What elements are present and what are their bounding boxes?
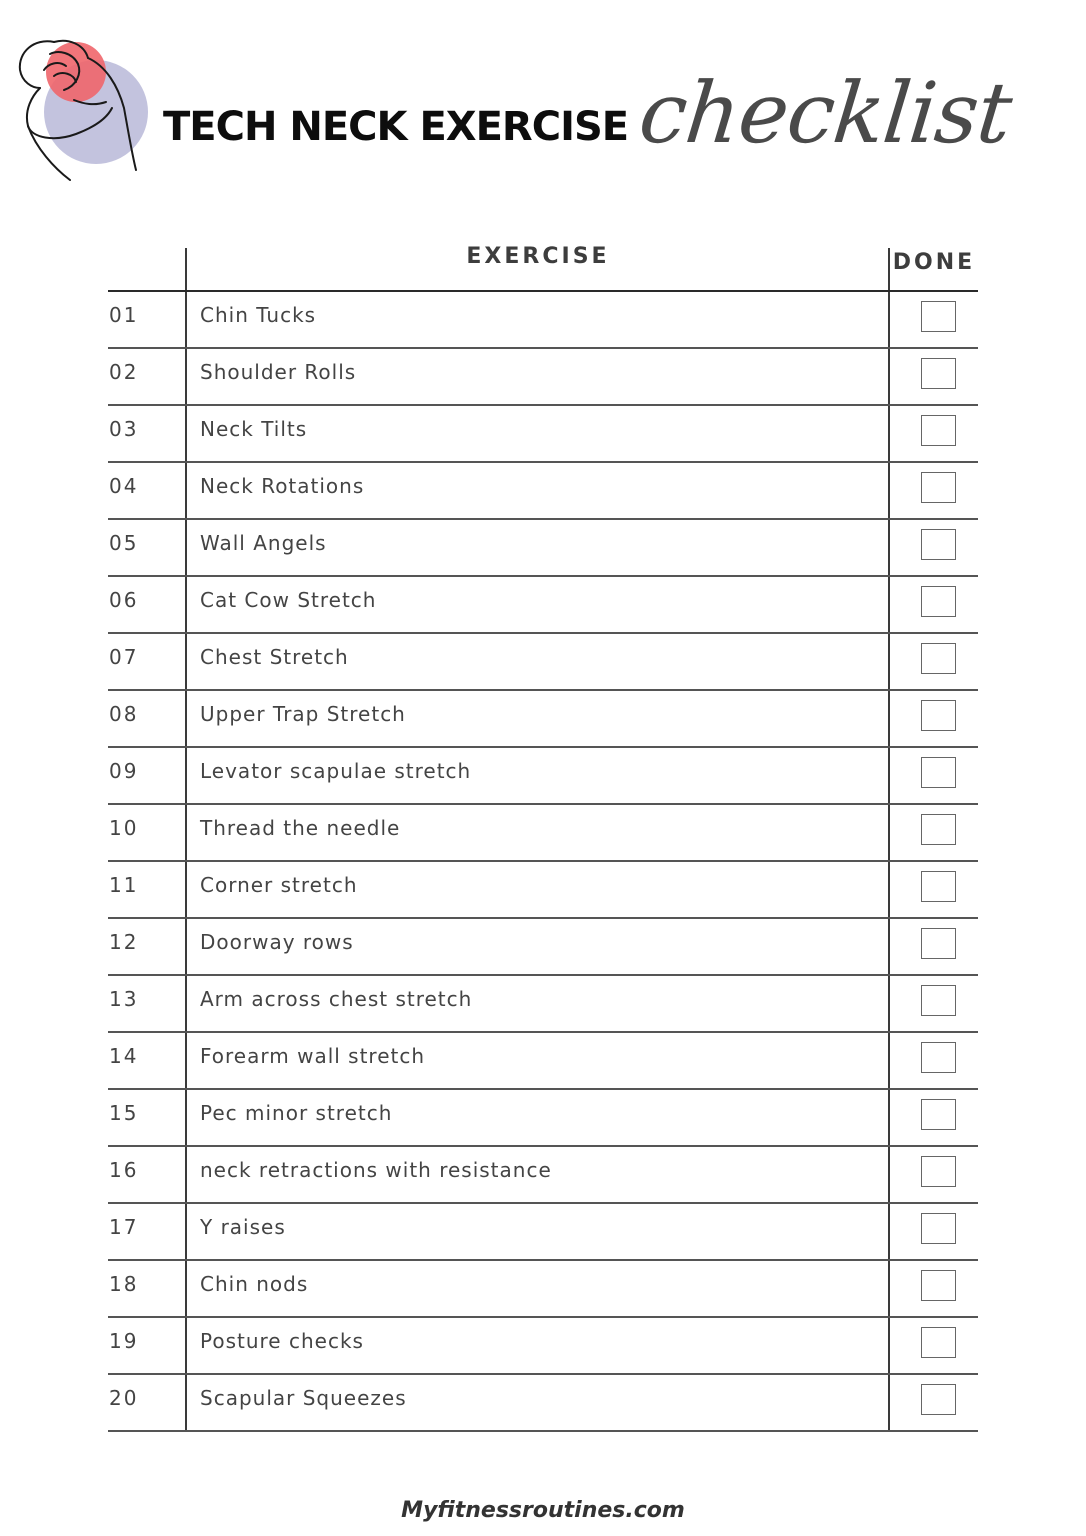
exercise-name: Scapular Squeezes [200, 1386, 407, 1410]
row-rule [108, 1430, 978, 1432]
row-number: 18 [109, 1272, 139, 1296]
done-checkbox[interactable] [921, 472, 956, 503]
done-checkbox[interactable] [921, 700, 956, 731]
done-checkbox[interactable] [921, 1384, 956, 1415]
done-checkbox[interactable] [921, 1270, 956, 1301]
row-rule [108, 860, 978, 862]
done-checkbox[interactable] [921, 985, 956, 1016]
row-rule [108, 974, 978, 976]
row-rule [108, 518, 978, 520]
done-checkbox[interactable] [921, 928, 956, 959]
done-checkbox[interactable] [921, 301, 956, 332]
row-rule [108, 1145, 978, 1147]
row-number: 06 [109, 588, 139, 612]
header-rule [108, 290, 978, 292]
column-divider [888, 248, 890, 1430]
row-number: 09 [109, 759, 139, 783]
row-number: 16 [109, 1158, 139, 1182]
row-rule [108, 1259, 978, 1261]
done-checkbox[interactable] [921, 757, 956, 788]
exercise-name: Upper Trap Stretch [200, 702, 406, 726]
exercise-name: Neck Rotations [200, 474, 365, 498]
exercise-name: Chest Stretch [200, 645, 349, 669]
row-rule [108, 404, 978, 406]
done-checkbox[interactable] [921, 529, 956, 560]
exercise-name: Pec minor stretch [200, 1101, 393, 1125]
exercise-name: Levator scapulae stretch [200, 759, 472, 783]
row-number: 04 [109, 474, 139, 498]
row-number: 01 [109, 303, 139, 327]
row-number: 08 [109, 702, 139, 726]
row-number: 14 [109, 1044, 139, 1068]
row-rule [108, 917, 978, 919]
exercise-name: Thread the needle [200, 816, 401, 840]
row-number: 07 [109, 645, 139, 669]
done-checkbox[interactable] [921, 358, 956, 389]
row-number: 11 [109, 873, 139, 897]
exercise-name: Arm across chest stretch [200, 987, 473, 1011]
exercise-name: Shoulder Rolls [200, 360, 357, 384]
row-rule [108, 632, 978, 634]
row-rule [108, 689, 978, 691]
done-checkbox[interactable] [921, 586, 956, 617]
row-rule [108, 347, 978, 349]
exercise-name: Neck Tilts [200, 417, 308, 441]
exercise-name: Forearm wall stretch [200, 1044, 426, 1068]
row-number: 13 [109, 987, 139, 1011]
done-checkbox[interactable] [921, 871, 956, 902]
row-number: 17 [109, 1215, 139, 1239]
page-title-script: checklist [634, 64, 1016, 162]
row-rule [108, 1316, 978, 1318]
row-number: 02 [109, 360, 139, 384]
row-number: 20 [109, 1386, 139, 1410]
done-checkbox[interactable] [921, 1099, 956, 1130]
exercise-name: Corner stretch [200, 873, 358, 897]
neck-pain-figure-icon [14, 30, 154, 186]
done-checkbox[interactable] [921, 415, 956, 446]
done-checkbox[interactable] [921, 1213, 956, 1244]
row-rule [108, 461, 978, 463]
row-number: 10 [109, 816, 139, 840]
exercise-column-header: EXERCISE [466, 244, 610, 269]
row-number: 12 [109, 930, 139, 954]
done-checkbox[interactable] [921, 814, 956, 845]
done-checkbox[interactable] [921, 1327, 956, 1358]
exercise-name: Chin Tucks [200, 303, 317, 327]
row-rule [108, 1373, 978, 1375]
row-rule [108, 803, 978, 805]
row-number: 05 [109, 531, 139, 555]
row-rule [108, 575, 978, 577]
exercise-name: Cat Cow Stretch [200, 588, 377, 612]
row-number: 15 [109, 1101, 139, 1125]
footer-site: Myfitnessroutines.com [401, 1498, 685, 1523]
done-checkbox[interactable] [921, 1042, 956, 1073]
exercise-name: neck retractions with resistance [200, 1158, 552, 1182]
row-number: 03 [109, 417, 139, 441]
row-number: 19 [109, 1329, 139, 1353]
row-rule [108, 1088, 978, 1090]
row-rule [108, 1031, 978, 1033]
page-title: TECH NECK EXERCISE [163, 104, 629, 150]
exercise-name: Doorway rows [200, 930, 354, 954]
done-checkbox[interactable] [921, 1156, 956, 1187]
exercise-name: Y raises [200, 1215, 286, 1239]
row-rule [108, 746, 978, 748]
exercise-name: Posture checks [200, 1329, 364, 1353]
exercise-name: Wall Angels [200, 531, 327, 555]
done-column-header: DONE [892, 250, 976, 275]
done-checkbox[interactable] [921, 643, 956, 674]
row-rule [108, 1202, 978, 1204]
column-divider [185, 248, 187, 1430]
exercise-name: Chin nods [200, 1272, 309, 1296]
